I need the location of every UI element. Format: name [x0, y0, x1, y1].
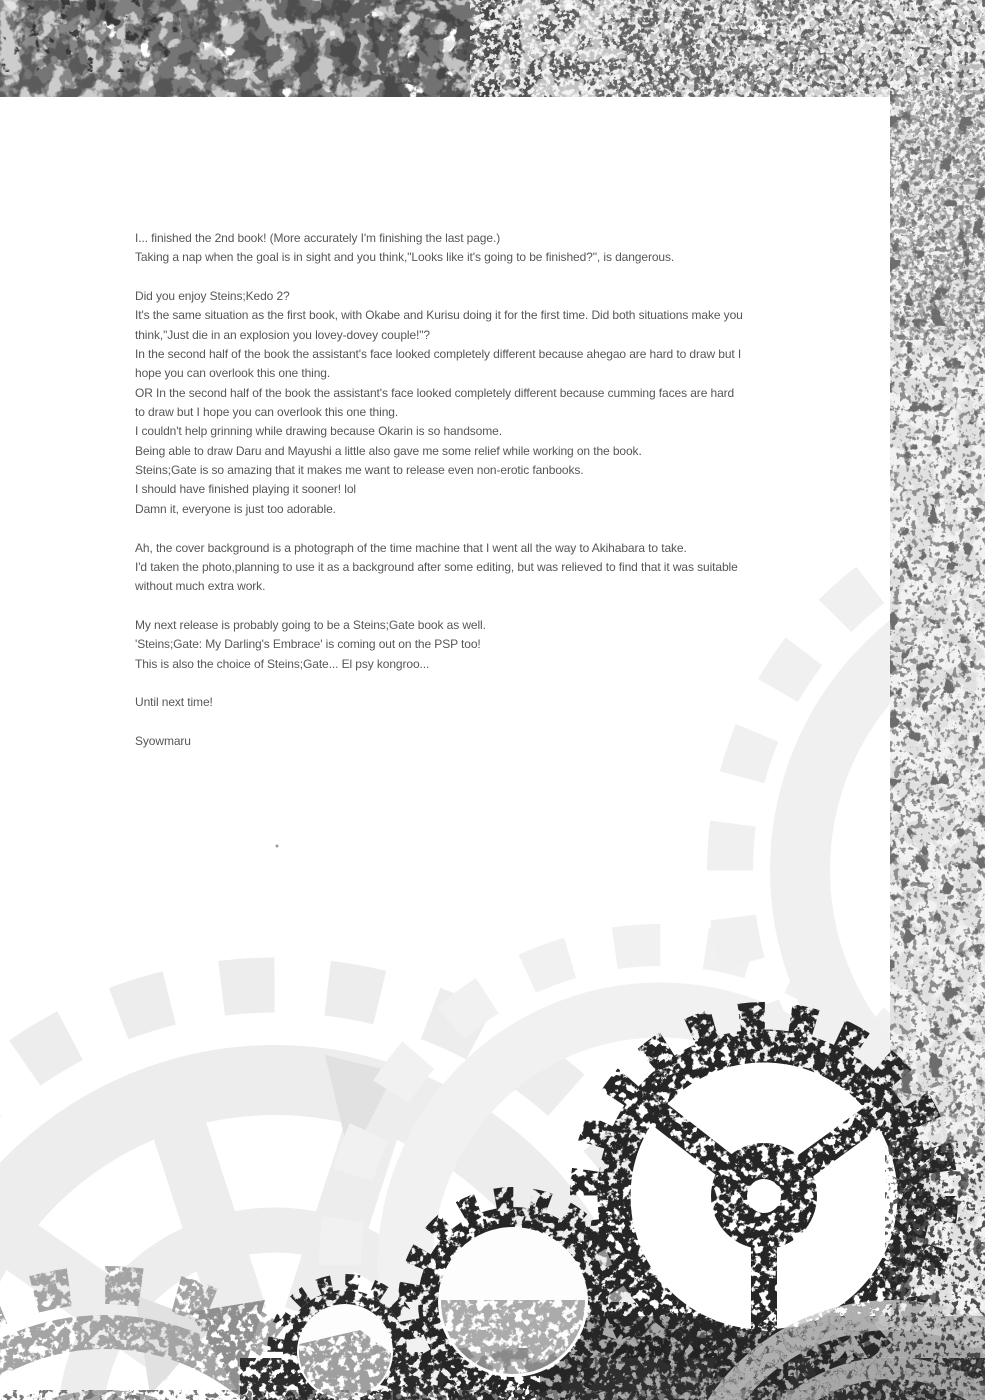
text-line: It's the same situation as the first book, with Okabe and Kurisu doing it for the first time. Did both situations make you: [135, 308, 743, 323]
paragraph: [135, 539, 743, 597]
text-line: 'Steins;Gate: My Darling's Embrace' is coming out on the PSP too!: [135, 637, 481, 652]
top-grunge-band: [0, 0, 985, 97]
paragraph: [135, 287, 743, 519]
text-line: Taking a nap when the goal is in sight and you think,"Looks like it's going to be finished?", is dangerous.: [135, 250, 675, 265]
text-line: Syowmaru: [135, 733, 191, 748]
text-line: Being able to draw Daru and Mayushi a little also gave me some relief while working on the book.: [135, 443, 642, 458]
text-line: My next release is probably going to be a Steins;Gate book as well.: [135, 617, 486, 632]
text-line: Damn it, everyone is just too adorable.: [135, 501, 336, 516]
text-line: I... finished the 2nd book! (More accurately I'm finishing the last page.): [135, 231, 501, 245]
paragraph: [135, 693, 743, 712]
text-line: hope you can overlook this one thing.: [135, 366, 331, 381]
afterword-text: [135, 229, 743, 771]
text-line: Ah, the cover background is a photograph of the time machine that I went all the way to Akihabara to take.: [135, 540, 687, 555]
text-line: In the second half of the book the assistant's face looked completely different because ahegao are hard to draw but I: [135, 347, 742, 362]
paragraph: [135, 616, 743, 674]
bottom-edge-speckle: [0, 1390, 985, 1400]
text-line: think,"Just die in an explosion you lovey-dovey couple!"?: [135, 327, 430, 342]
text-line: without much extra work.: [135, 579, 266, 594]
stray-speck: [276, 845, 279, 848]
bottom-right-dense-speckle: [885, 1140, 985, 1400]
text-line: I should have finished playing it sooner! lol: [135, 482, 356, 497]
text-line: Steins;Gate is so amazing that it makes me want to release even non-erotic fanbooks.: [135, 463, 584, 478]
text-line: I couldn't help grinning while drawing because Okarin is so handsome.: [135, 424, 502, 439]
paragraph: [135, 229, 743, 268]
text-line: Did you enjoy Steins;Kedo 2?: [135, 289, 290, 304]
text-line: This is also the choice of Steins;Gate... El psy kongroo...: [135, 656, 430, 671]
text-line: I'd taken the photo,planning to use it as a background after some editing, but was relieved to find that it was suitable: [135, 559, 738, 574]
text-line: OR In the second half of the book the assistant's face looked completely different because cumming faces are hard: [135, 385, 735, 400]
text-line: to draw but I hope you can overlook this one thing.: [135, 405, 399, 420]
paragraph: [135, 732, 743, 751]
text-line: Until next time!: [135, 695, 213, 710]
large-gear-hub-hole: [747, 1179, 781, 1213]
